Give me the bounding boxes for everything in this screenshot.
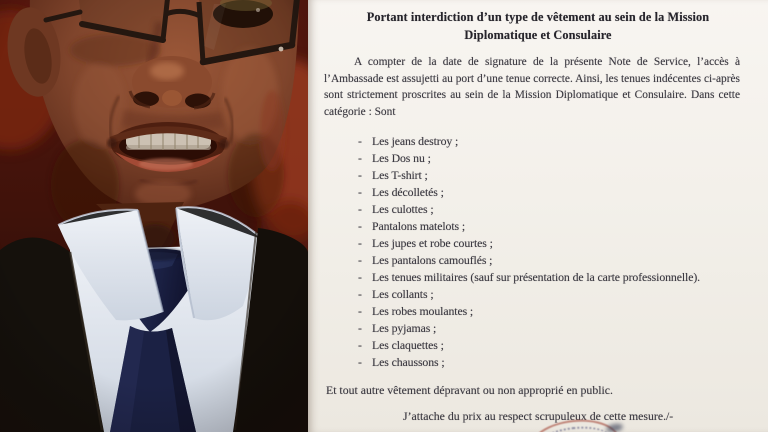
official-stamp-inner-ring [535,423,614,432]
dash-marker: - [358,134,362,148]
dash-marker: - [358,355,362,369]
intro-paragraph: A compter de la date de signature de la présente Note de Service, l’accès à l’Ambassade est assujetti au port d’une tenue correcte. Ainsi, les tenues indécentes ci-après sont strictement proscrites au sein de la Mission Diplomatique et Consulaire. Dans cette catégorie : Sont [324,56,740,118]
list-item [358,303,768,320]
list-item [358,218,768,235]
list-item-text: Les collants ; [372,287,434,301]
dash-marker: - [358,185,362,199]
list-item-text: Les claquettes ; [372,338,444,352]
dash-marker: - [358,253,362,267]
closing-statement: Et tout autre vêtement dépravant ou non approprié en public. [326,383,613,397]
list-item [358,167,768,184]
dash-marker: - [358,338,362,352]
list-item [358,235,768,252]
dash-marker: - [358,321,362,335]
photo-vignette [0,0,308,432]
document-title-line2: Diplomatique et Consulaire [464,28,612,42]
list-item-text: Les tenues militaires (sauf sur présentation de la carte professionnelle). [372,270,701,284]
portrait-illustration [0,0,308,432]
list-item [358,201,768,218]
list-item-text: Les décolletés ; [372,185,444,199]
list-item [358,286,768,303]
signature-line: J’attache du prix au respect scrupuleux de cette mesure./- [403,409,674,423]
list-item [358,252,768,269]
list-item-text: Les culottes ; [372,202,434,216]
list-item-text: Les jupes et robe courtes ; [372,236,493,250]
list-item-text: Les Dos nu ; [372,151,431,165]
dash-marker: - [358,151,362,165]
list-item [358,150,768,167]
list-item-text: Les jeans destroy ; [372,134,459,148]
list-item [358,320,768,337]
list-item [358,354,768,371]
list-item [358,133,768,150]
dash-marker: - [358,202,362,216]
list-item-text: Pantalons matelots ; [372,219,466,233]
dash-marker: - [358,236,362,250]
list-item [358,184,768,201]
service-note-document [308,0,768,432]
list-item-text: Les pyjamas ; [372,321,437,335]
dash-marker: - [358,270,362,284]
portrait-photo [0,0,308,432]
dash-marker: - [358,304,362,318]
list-item-text: Les pantalons camouflés ; [372,253,493,267]
dash-marker: - [358,287,362,301]
prohibited-items-list [308,133,768,371]
document-title [308,0,768,44]
list-item-text: Les chaussons ; [372,355,445,369]
list-item [358,337,768,354]
list-item [358,269,768,286]
list-item-text: Les T-shirt ; [372,168,428,182]
dash-marker: - [358,219,362,233]
document-title-line1: Portant interdiction d’un type de vêtement au sein de la Mission [366,10,710,24]
dash-marker: - [358,168,362,182]
list-item-text: Les robes moulantes ; [372,304,474,318]
